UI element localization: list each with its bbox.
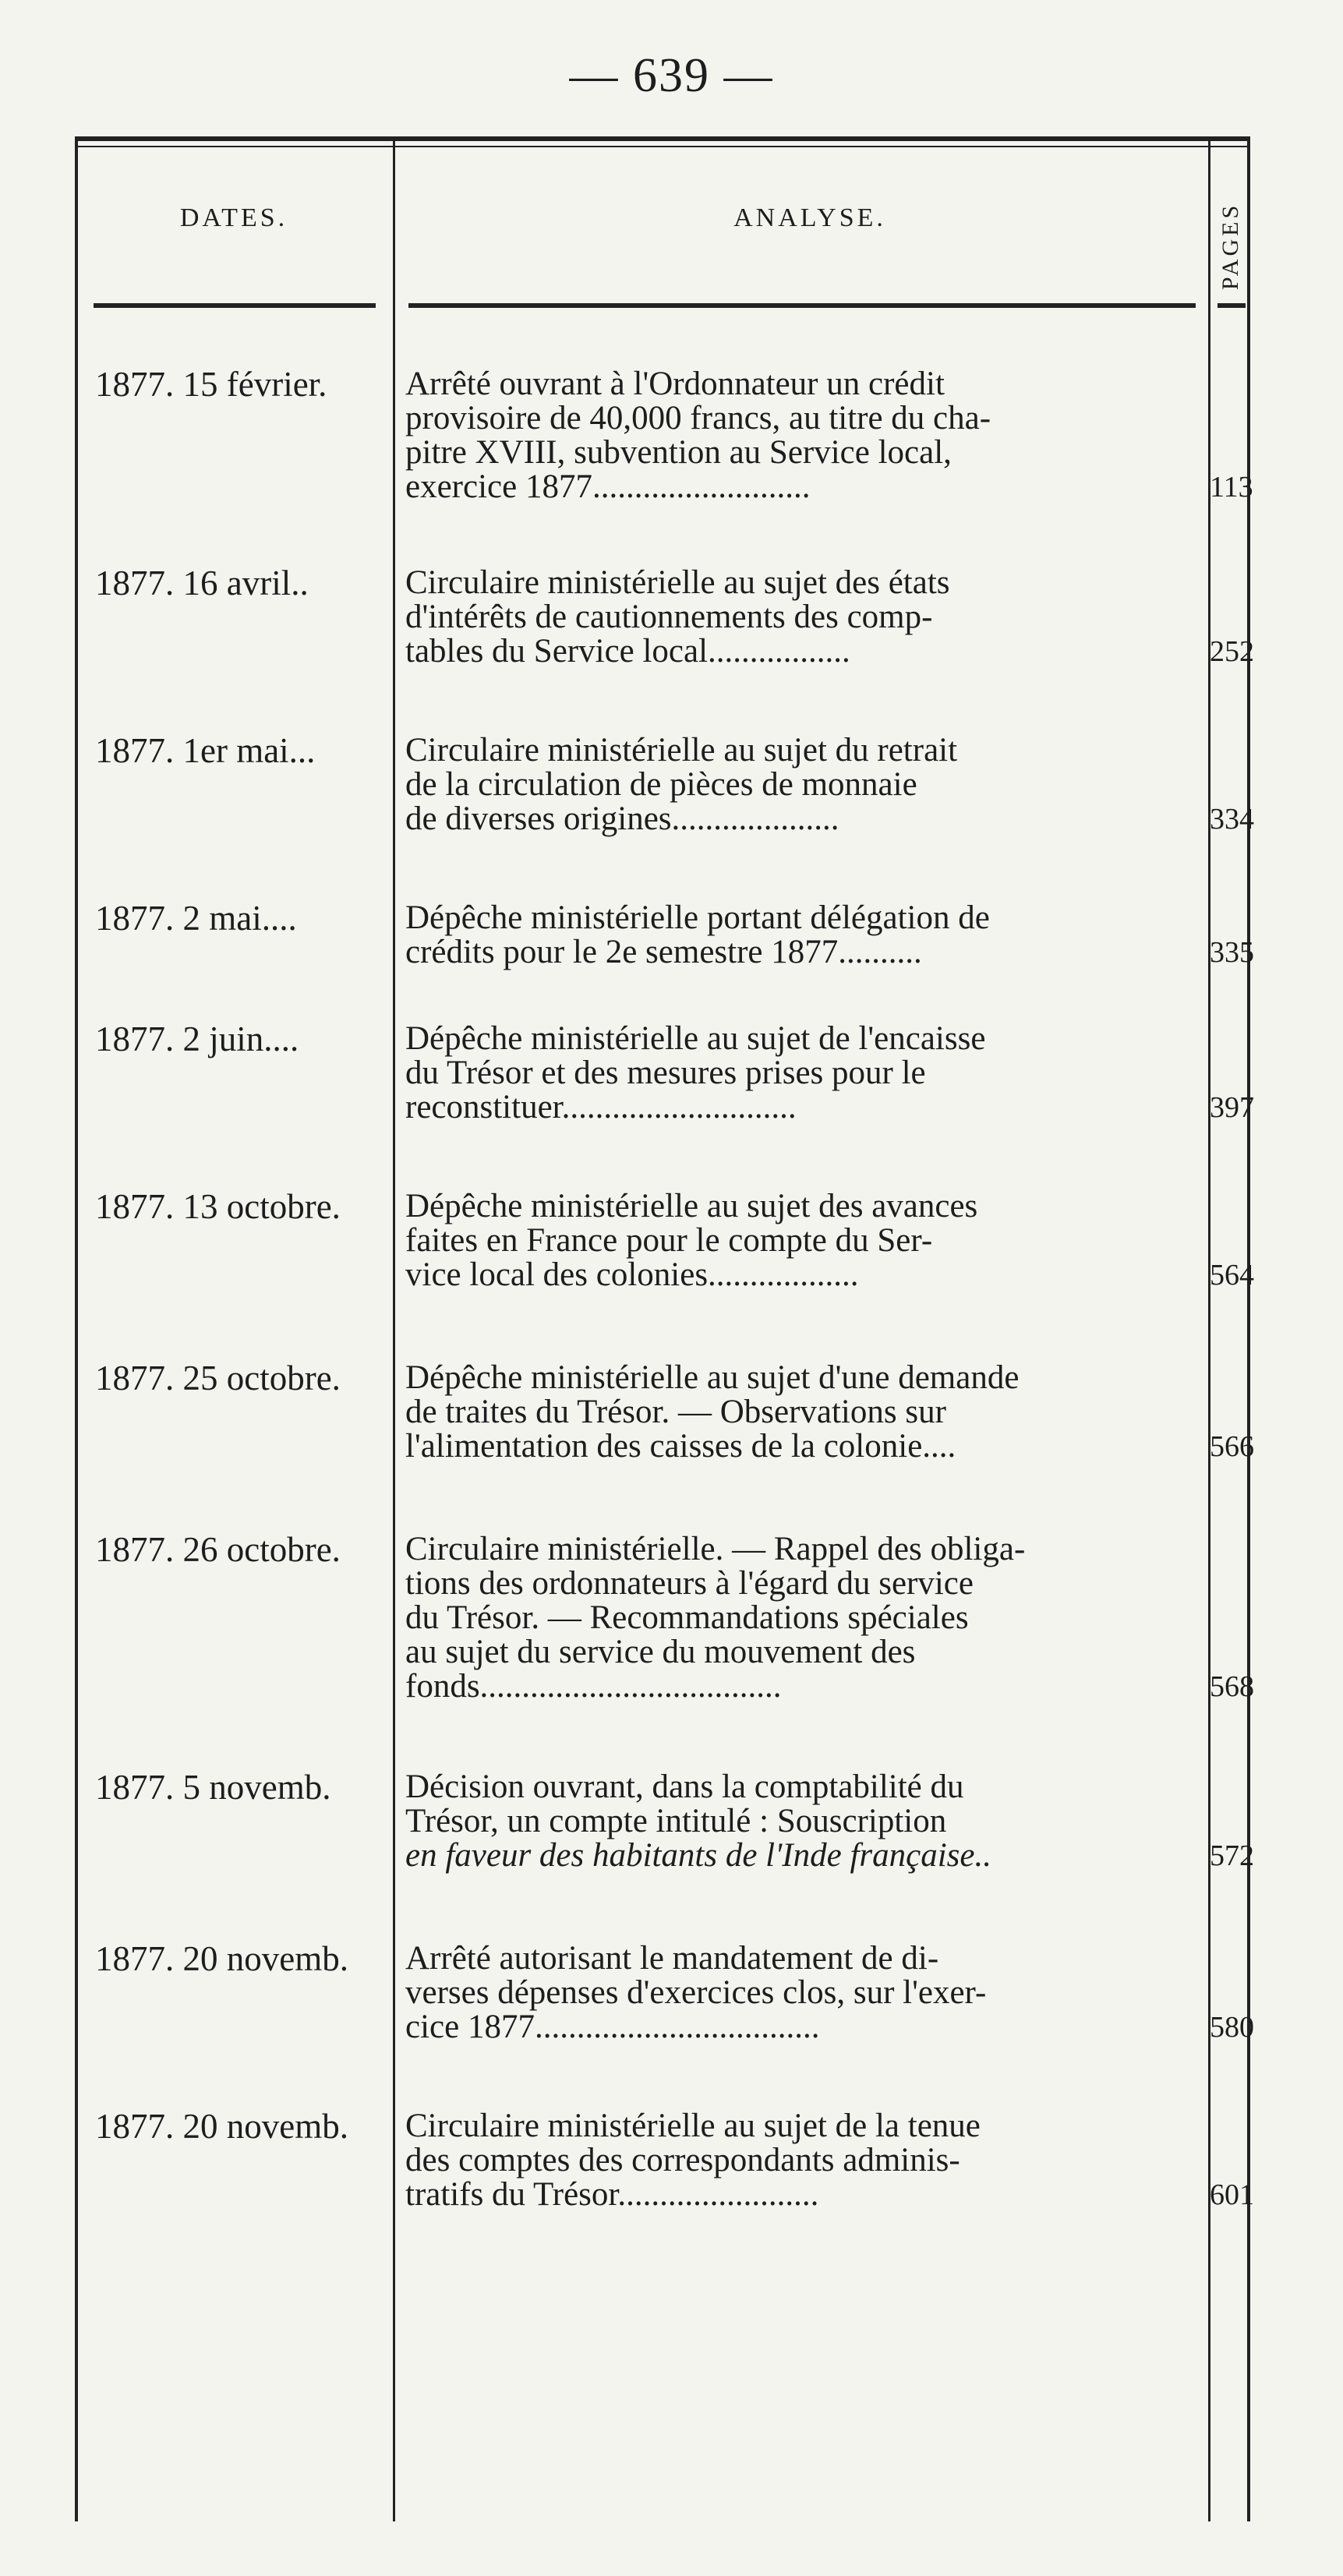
entry-date: 1877. 2 mai....	[95, 899, 297, 938]
entry-page: 580	[1210, 2011, 1254, 2044]
entry-analysis	[405, 1942, 1208, 2044]
entry-line: du Trésor. — Recommandations spéciales	[405, 1599, 969, 1636]
entry-line: tables du Service local.................	[405, 633, 850, 670]
entry-line: reconstituer............................	[405, 1089, 797, 1125]
entry-line: Circulaire ministérielle. — Rappel des obliga-	[405, 1531, 1026, 1567]
entry-line: Arrêté ouvrant à l'Ordonnateur un crédit	[405, 366, 945, 402]
entry-line: Dépêche ministérielle au sujet des avances	[405, 1188, 978, 1224]
entry-page: 397	[1210, 1091, 1254, 1124]
entry-line: Décision ouvrant, dans la comptabilité du	[405, 1769, 964, 1805]
entry-analysis	[405, 733, 1208, 836]
entry-analysis	[405, 1770, 1208, 1873]
entry-date: 1877. 1er mai...	[95, 731, 316, 770]
entry-date: 1877. 16 avril..	[95, 564, 309, 602]
entry-date: 1877. 13 octobre.	[95, 1187, 341, 1226]
entry-line: Circulaire ministérielle au sujet du retrait	[405, 732, 958, 769]
entry-line: tratifs du Trésor........................	[405, 2176, 819, 2213]
entry-line: des comptes des correspondants adminis-	[405, 2142, 960, 2178]
entry-line: Dépêche ministérielle au sujet de l'encaisse	[405, 1020, 986, 1057]
entry-analysis	[405, 1532, 1208, 1704]
entry-analysis	[405, 2109, 1208, 2212]
entry-line: provisoire de 40,000 francs, au titre du cha-	[405, 400, 991, 436]
entry-line: pitre XVIII, subvention au Service local,	[405, 434, 952, 471]
entry-page: 601	[1210, 2178, 1254, 2211]
entry-date: 1877. 2 juin....	[95, 1019, 299, 1058]
header-analyse: ANALYSE.	[733, 203, 886, 232]
header-pages-label: PAGES	[1218, 202, 1243, 291]
entry-date: 1877. 26 octobre.	[95, 1530, 341, 1569]
entry-date: 1877. 20 novemb.	[95, 2107, 348, 2146]
entry-line: tions des ordonnateurs à l'égard du service	[405, 1565, 974, 1602]
entry-line: faites en France pour le compte du Ser-	[405, 1222, 933, 1259]
entry-page: 252	[1210, 635, 1254, 668]
column-divider-dates	[393, 141, 395, 2521]
entry-analysis	[405, 1361, 1208, 1464]
header-rule-analyse	[408, 303, 1196, 308]
entry-line: de la circulation de pièces de monnaie	[405, 766, 917, 803]
entry-line: cice 1877..................................	[405, 2009, 820, 2045]
entry-page: 572	[1210, 1839, 1254, 1872]
entry-page: 335	[1210, 936, 1254, 969]
entry-analysis	[405, 367, 1208, 504]
entry-line: Arrêté autorisant le mandatement de di-	[405, 1940, 939, 1977]
entry-line: verses dépenses d'exercices clos, sur l'exer-	[405, 1974, 987, 2011]
entry-page: 568	[1210, 1670, 1254, 1703]
entry-line: l'alimentation des caisses de la colonie....	[405, 1428, 956, 1465]
entry-date: 1877. 5 novemb.	[95, 1768, 331, 1807]
entry-line: exercice 1877..........................	[405, 468, 811, 505]
entry-line: Dépêche ministérielle au sujet d'une demande	[405, 1359, 1020, 1396]
entry-line: Circulaire ministérielle au sujet de la tenue	[405, 2108, 981, 2144]
entry-analysis	[405, 566, 1208, 669]
entry-page: 564	[1210, 1259, 1254, 1292]
entry-line: du Trésor et des mesures prises pour le	[405, 1055, 926, 1091]
entry-analysis	[405, 1189, 1208, 1292]
entry-date: 1877. 25 octobre.	[95, 1359, 341, 1398]
header-pages	[1211, 196, 1250, 297]
entry-page: 566	[1210, 1430, 1254, 1463]
entry-page: 113	[1210, 471, 1253, 504]
entry-line: au sujet du service du mouvement des	[405, 1634, 916, 1670]
entry-date: 1877. 15 février.	[95, 365, 327, 404]
entry-date: 1877. 20 novemb.	[95, 1939, 348, 1978]
entry-line: en faveur des habitants de l'Inde française..	[405, 1837, 991, 1874]
page-number: — 639 —	[569, 49, 774, 102]
entry-line: fonds....................................	[405, 1668, 782, 1705]
entry-line: Dépêche ministérielle portant délégation de	[405, 899, 990, 936]
chronological-table	[75, 136, 1254, 2521]
entry-line: vice local des colonies..................	[405, 1256, 859, 1293]
entry-page: 334	[1210, 803, 1254, 836]
header-rule-dates	[94, 303, 376, 308]
entry-line: de diverses origines....................	[405, 800, 839, 837]
entry-line: Trésor, un compte intitulé : Souscription	[405, 1803, 947, 1839]
entry-line: crédits pour le 2e semestre 1877..........	[405, 934, 922, 970]
entry-line: de traites du Trésor. — Observations sur	[405, 1394, 946, 1430]
entry-line: Circulaire ministérielle au sujet des états	[405, 564, 950, 601]
entry-analysis	[405, 1022, 1208, 1125]
entry-analysis	[405, 901, 1208, 970]
header-rule-pages	[1218, 303, 1246, 308]
entry-line: d'intérêts de cautionnements des comp-	[405, 599, 933, 635]
header-dates: DATES.	[179, 203, 288, 232]
